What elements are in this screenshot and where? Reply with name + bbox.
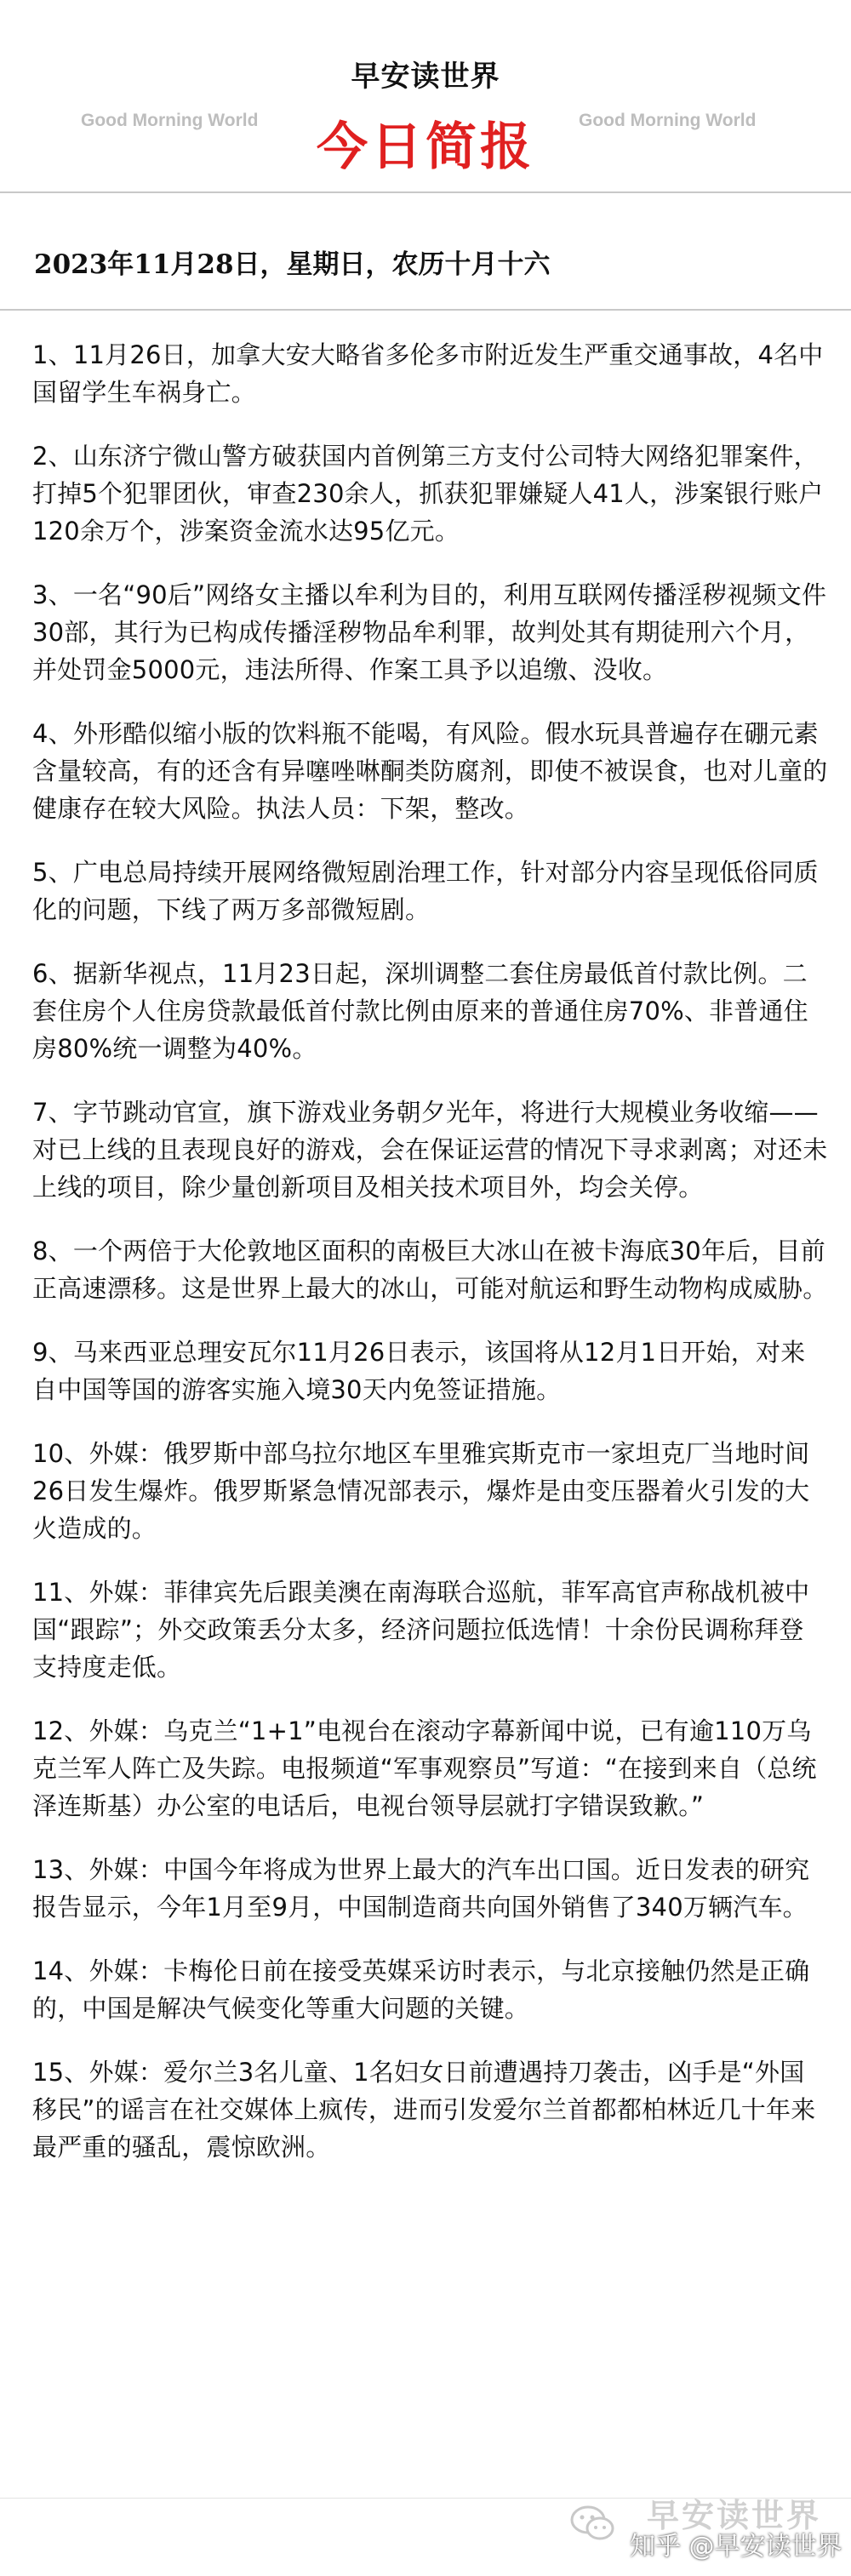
news-item: 14、外媒：卡梅伦日前在接受英媒采访时表示，与北京接触仍然是正确的，中国是解决气候变化等重大问题的关键。 (32, 1956, 810, 2023)
news-item: 2、山东济宁微山警方破获国内首例第三方支付公司特大网络犯罪案件，打掉5个犯罪团伙，审查230余人，抓获犯罪嫌疑人41人，涉案银行账户120余万个，涉案资金流水达95亿元。 (32, 442, 824, 545)
news-item: 3、一名“90后”网络女主播以牟利为目的，利用互联网传播淫秽视频文件30部，其行为已构成传播淫秽物品牟利罪，故判处其有期徒刑六个月，并处罚金5000元，违法所得、作案工具予以追缴、没收。 (32, 580, 827, 684)
tagline-right: Good Morning World (579, 111, 757, 130)
news-item: 9、马来西亚总理安瓦尔11月26日表示，该国将从12月1日开始，对来自中国等国的游客实施入境30天内免签证措施。 (32, 1338, 806, 1404)
news-item: 11、外媒：菲律宾先后跟美澳在南海联合巡航，菲军高官声称战机被中国“跟踪”；外交政策丢分太多，经济问题拉低选情！十余份民调称拜登支持度走低。 (32, 1578, 810, 1682)
news-item: 4、外形酷似缩小版的饮料瓶不能喝，有风险。假水玩具普遍存在硼元素含量较高，有的还含有异噻唑啉酮类防腐剂，即使不被误食，也对儿童的健康存在较大风险。执法人员：下架，整改。 (32, 719, 828, 823)
date-line: 2023年11月28日，星期日，农历十月十六 (34, 249, 551, 280)
news-item: 5、广电总局持续开展网络微短剧治理工作，针对部分内容呈现低俗同质化的问题，下线了两万多部微短剧。 (32, 858, 819, 924)
tagline-left: Good Morning World (81, 111, 259, 130)
news-item: 7、字节跳动官宣，旗下游戏业务朝夕光年，将进行大规模业务收缩——对已上线的且表现良好的游戏，会在保证运营的情况下寻求剥离；对还未上线的项目，除少量创新项目及相关技术项目外，均会关停。 (32, 1098, 828, 1202)
watermark (570, 2489, 842, 2566)
page-title: 今日简报 (317, 117, 534, 177)
date-divider (0, 309, 851, 311)
header-divider (0, 191, 851, 193)
news-item: 1、11月26日，加拿大安大略省多伦多市附近发生严重交通事故，4名中国留学生车祸身亡。 (32, 340, 824, 407)
news-item: 12、外媒：乌克兰“1+1”电视台在滚动字幕新闻中说，已有逾110万乌克兰军人阵亡及失踪。电报频道“军事观察员”写道：“在接到来自（总统泽连斯基）办公室的电话后，电视台领导层就打字错误致歉。” (32, 1716, 817, 1820)
news-item: 8、一个两倍于大伦敦地区面积的南极巨大冰山在被卡海底30年后，目前正高速漂移。这是世界上最大的冰山，可能对航运和野生动物构成威胁。 (32, 1237, 828, 1303)
wechat-icon (570, 2505, 616, 2545)
brand-title: 早安读世界 (351, 60, 500, 94)
header (0, 0, 851, 196)
news-item: 6、据新华视点，11月23日起，深圳调整二套住房最低首付款比例。二套住房个人住房贷款最低首付款比例由原来的普通住房70%、非普通住房80%统一调整为40%。 (32, 959, 808, 1063)
news-item: 10、外媒：俄罗斯中部乌拉尔地区车里雅宾斯克市一家坦克厂当地时间26日发生爆炸。俄罗斯紧急情况部表示，爆炸是由变压器着火引发的大火造成的。 (32, 1439, 810, 1543)
watermark-source: 知乎 @早安读世界 (630, 2532, 842, 2562)
news-item: 13、外媒：中国今年将成为世界上最大的汽车出口国。近日发表的研究报告显示，今年1月至9月，中国制造商共向国外销售了340万辆汽车。 (32, 1855, 810, 1922)
news-list (32, 336, 828, 2192)
watermark-brand: 早安读世界 (647, 2497, 822, 2534)
news-item: 15、外媒：爱尔兰3名儿童、1名妇女日前遭遇持刀袭击，凶手是“外国移民”的谣言在社交媒体上疯传，进而引发爱尔兰首都都柏林近几十年来最严重的骚乱，震惊欧洲。 (32, 2058, 816, 2162)
